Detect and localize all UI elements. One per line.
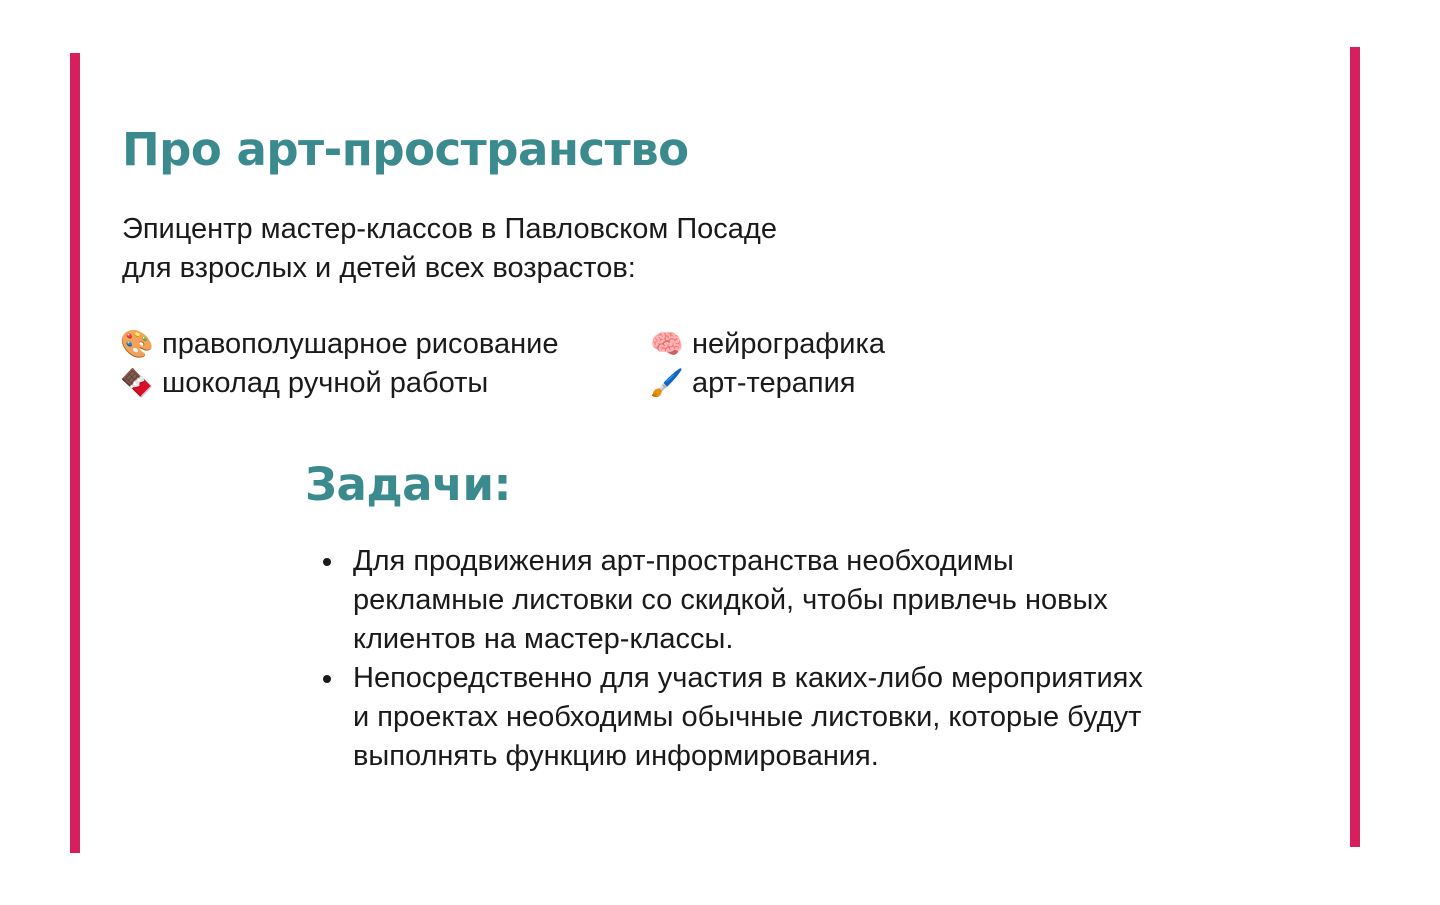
service-label: правополушарное рисование <box>162 328 559 360</box>
task-line: клиентов на мастер-классы. <box>353 623 734 655</box>
services-list <box>120 325 940 403</box>
service-label: шоколад ручной работы <box>162 367 489 399</box>
bullet-icon <box>323 675 331 683</box>
task-item <box>318 542 1308 659</box>
task-line: рекламные листовки со скидкой, чтобы привлечь новых <box>353 584 1108 616</box>
right-accent-bar <box>1350 47 1360 847</box>
brain-icon: 🧠 <box>650 329 684 360</box>
service-label: нейрографика <box>692 328 885 360</box>
service-item-neurographics <box>650 325 940 364</box>
service-label: арт-терапия <box>692 367 856 399</box>
intro-line: Эпицентр мастер-классов в Павловском Посаде <box>122 213 777 245</box>
left-accent-bar <box>70 53 80 853</box>
task-line: и проектах необходимы обычные листовки, которые будут <box>353 701 1142 733</box>
about-intro <box>122 210 1002 288</box>
service-item-right-brain-drawing <box>120 325 650 364</box>
service-item-handmade-chocolate <box>120 364 650 403</box>
tasks-list <box>318 542 1308 776</box>
paintbrush-icon: 🖌️ <box>650 368 684 399</box>
task-item <box>318 659 1308 776</box>
intro-line: для взрослых и детей всех возрастов: <box>122 252 636 284</box>
service-item-art-therapy <box>650 364 940 403</box>
task-line: выполнять функцию информирования. <box>353 740 879 772</box>
about-title: Про арт-пространство <box>122 123 689 176</box>
bullet-icon <box>323 558 331 566</box>
task-line: Для продвижения арт-пространства необходимы <box>353 545 1014 577</box>
tasks-title: Задачи: <box>305 458 511 511</box>
task-line: Непосредственно для участия в каких-либо мероприятиях <box>353 662 1143 694</box>
chocolate-bar-icon: 🍫 <box>120 368 154 399</box>
artist-palette-icon: 🎨 <box>120 329 154 360</box>
